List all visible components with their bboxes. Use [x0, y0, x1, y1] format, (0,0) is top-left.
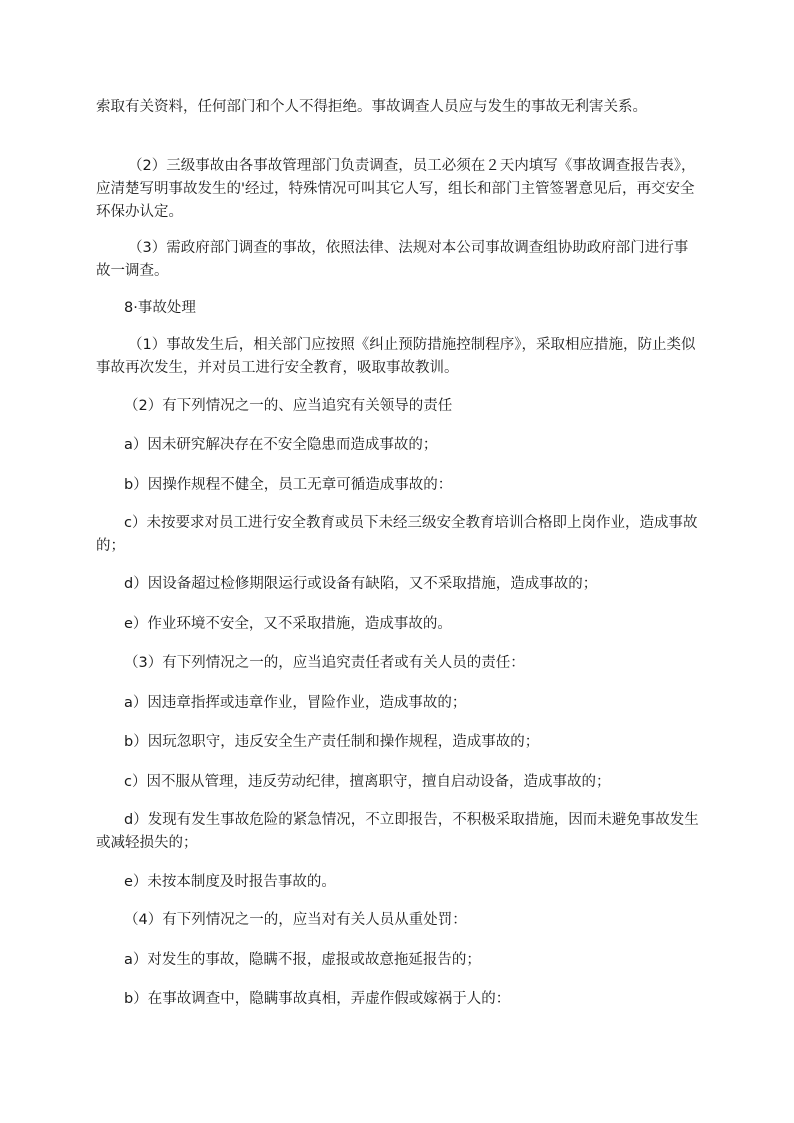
list-item-a: a）因未研究解决存在不安全隐患而造成事故的； — [124, 437, 438, 453]
list-item-b2: b）因玩忽职守，违反安全生产责任制和操作规程，造成事故的； — [124, 734, 540, 750]
list-item-b: b）因操作规程不健全，员工无章可循造成事故的： — [124, 477, 453, 493]
paragraph-item-3b: （3）有下列情况之一的，应当追究责任者或有关人员的责任： — [124, 655, 525, 671]
list-item-e2: e）未按本制度及时报告事故的。 — [124, 874, 336, 890]
paragraph-item-4: （4）有下列情况之一的，应当对有关人员从重处罚： — [124, 912, 467, 928]
paragraph-item-2: （2）三级事故由各事故管理部门负责调查，员工必须在２天内填写《事故调查报告表》，应清楚写明事故发生的'经过，特殊情况可叫其它人写，组长和部门主管签署意见后，再交安全环保办认定。 — [96, 158, 696, 220]
list-item-e: e）作业环境不安全，又不采取措施，造成事故的。 — [124, 616, 452, 632]
list-item-d2: d）发现有发生事故危险的紧急情况，不立即报告，不积极采取措施，因而未避免事故发生或减轻损失的； — [96, 812, 699, 851]
section-heading: 8·事故处理 — [124, 300, 196, 316]
paragraph-item-3: （3）需政府部门调查的事故，依照法律、法规对本公司事故调查组协助政府部门进行事故一调查。 — [96, 240, 689, 279]
paragraph-continuation: 索取有关资料，任何部门和个人不得拒绝。事故调查人员应与发生的事故无利害关系。 — [96, 99, 647, 115]
list-item-a3: a）对发生的事故，隐瞒不报，虚报或故意拖延报告的； — [124, 952, 481, 968]
list-item-c2: c）因不服从管理，违反劳动纪律，擅离职守，擅自启动设备，造成事故的； — [124, 774, 611, 790]
paragraph-item-1: （1）事故发生后，相关部门应按照《纠止预防措施控制程序》，采取相应措施，防止类似事故再次发生，并对员工进行安全教育，吸取事故教训。 — [96, 337, 696, 376]
list-item-a2: a）因违章指挥或违章作业，冒险作业，造成事故的； — [124, 695, 467, 711]
list-item-c: c）未按要求对员工进行安全教育或员下未经三级安全教育培训合格即上岗作业，造成事故的； — [96, 515, 698, 554]
list-item-b3: b）在事故调查中，隐瞒事故真相，弄虚作假或嫁祸于人的： — [124, 991, 511, 1007]
list-item-d: d）因设备超过检修期限运行或设备有缺陷，又不采取措施，造成事故的； — [124, 576, 598, 592]
paragraph-item-2b: （2）有下列情况之一的、应当追究有关领导的责任 — [124, 398, 453, 414]
